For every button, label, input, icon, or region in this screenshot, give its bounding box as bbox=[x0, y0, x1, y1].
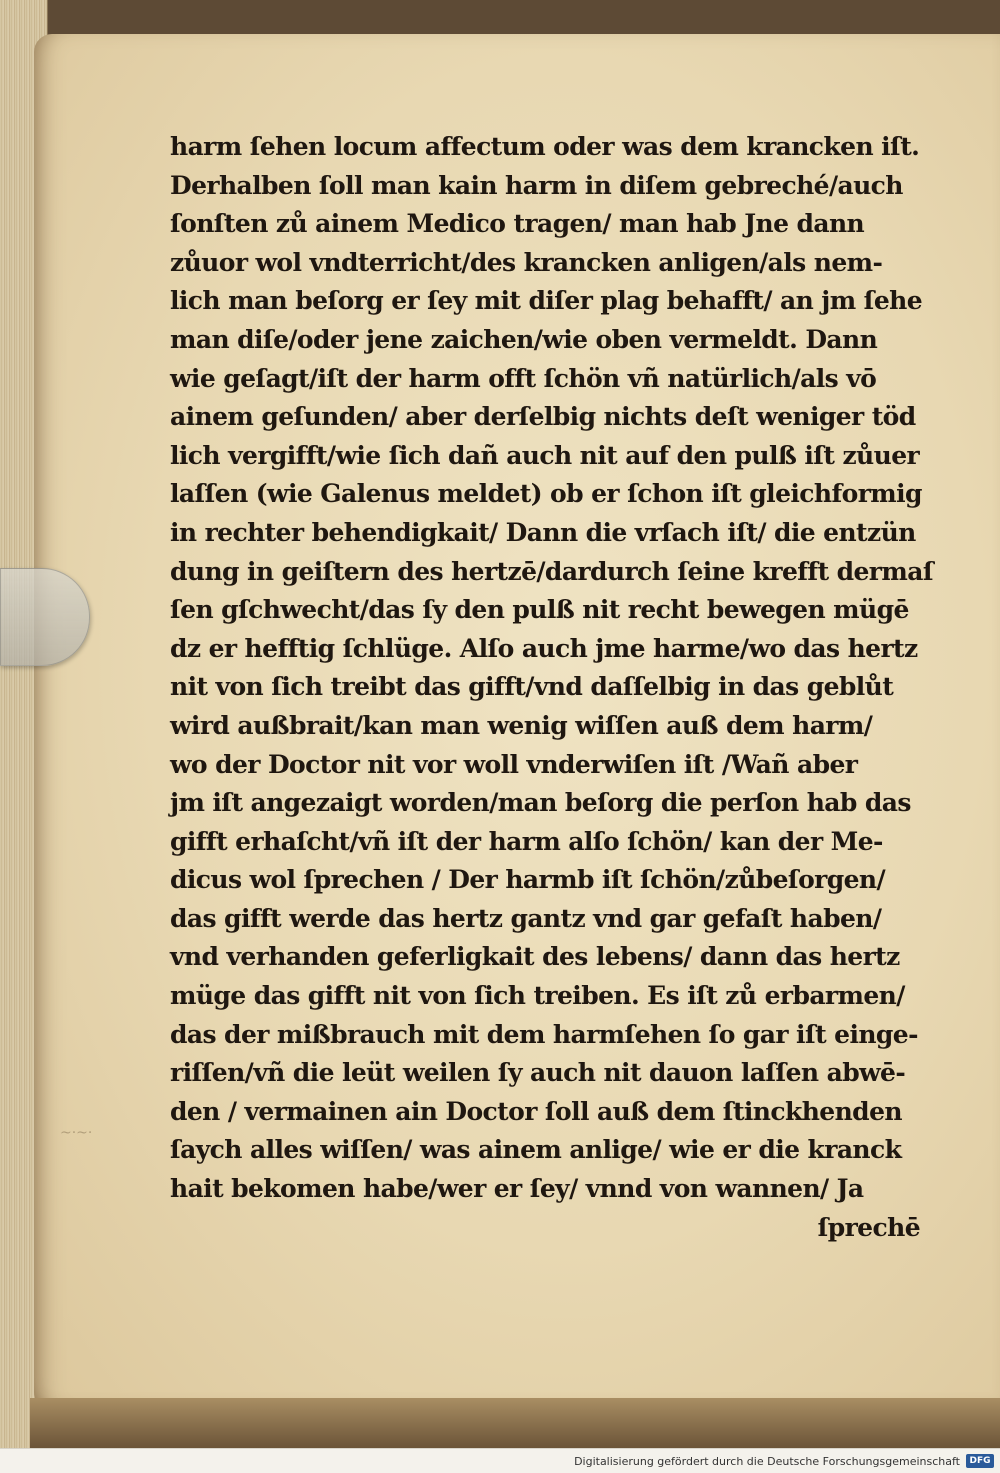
text-line: laſſen (wie Galenus meldet) ob er ſchon iſt gleichformig bbox=[170, 479, 922, 509]
fraktur-text-block bbox=[170, 128, 940, 1247]
text-line: dz er hefftig ſchlüge. Alſo auch jme harme/wo das hertz bbox=[170, 633, 918, 663]
text-line: ſaych alles wiſſen/ was ainem anlige/ wie er die kranck bbox=[170, 1135, 902, 1165]
text-line: gifft erhaſcht/vñ iſt der harm alſo ſchön/ kan der Me- bbox=[170, 826, 883, 856]
digitization-footer bbox=[0, 1448, 1000, 1473]
text-line: ſen gſchwecht/das ſy den pulß nit recht bewegen mügē bbox=[170, 595, 909, 625]
text-line: den / vermainen ain Doctor ſoll auß dem ſtinckhenden bbox=[170, 1096, 902, 1126]
ink-bleed-mark: ~·~· bbox=[60, 1125, 93, 1141]
text-line: nit von ſich treibt das gifft/vnd daſſelbig in das geblůt bbox=[170, 672, 894, 702]
text-line: harm ſehen locum affectum oder was dem krancken iſt. bbox=[170, 132, 920, 161]
text-line: Derhalben ſoll man kain harm in diſem gebreché/auch bbox=[170, 170, 903, 200]
text-line: wo der Doctor nit vor woll vnderwiſen iſt /Wañ aber bbox=[170, 749, 858, 779]
text-line: das der mißbrauch mit dem harmſehen ſo gar iſt einge- bbox=[170, 1019, 918, 1049]
text-line: müge das gifft nit von ſich treiben. Es iſt zů erbarmen/ bbox=[170, 981, 905, 1011]
text-line: jm iſt angezaigt worden/man beſorg die perſon hab das bbox=[170, 788, 911, 818]
text-line: wie geſagt/iſt der harm offt ſchön vñ natürlich/als vō bbox=[170, 363, 877, 393]
text-line: lich man beſorg er ſey mit diſer plag behafft/ an jm ſehe bbox=[170, 286, 923, 316]
text-line: man diſe/oder jene zaichen/wie oben vermeldt. Dann bbox=[170, 324, 878, 354]
text-line: lich vergifft/wie ſich dañ auch nit auf den pulß iſt zůuer bbox=[170, 440, 920, 470]
text-line: ſonſten zů ainem Medico tragen/ man hab Jne dann bbox=[170, 209, 865, 239]
text-line: zůuor wol vndterricht/des krancken anligen/als nem- bbox=[170, 247, 883, 277]
text-line: das gifft werde das hertz gantz vnd gar gefaſt haben/ bbox=[170, 903, 882, 933]
text-line: dung in geiſtern des hertzē/dardurch ſeine krefft dermaſ bbox=[170, 556, 933, 586]
text-line: riſſen/vñ die leüt weilen ſy auch nit dauon laſſen abwē- bbox=[170, 1058, 906, 1088]
text-line: vnd verhanden geferligkait des lebens/ dann das hertz bbox=[170, 942, 900, 972]
text-line: hait bekomen habe/wer er ſey/ vnnd von wannen/ Ja bbox=[170, 1174, 864, 1204]
footer-credit: Digitalisierung gefördert durch die Deutsche Forschungsgemeinschaft bbox=[574, 1455, 960, 1468]
catchword: ſprechē bbox=[817, 1212, 920, 1242]
text-line: ainem geſunden/ aber derſelbig nichts deſt weniger töd bbox=[170, 402, 916, 432]
text-line: in rechter behendigkait/ Dann die vrſach iſt/ die entzün bbox=[170, 517, 916, 547]
dfg-logo-icon: DFG bbox=[966, 1454, 994, 1468]
text-line: dicus wol ſprechen / Der harmb iſt ſchön/zůbeſorgen/ bbox=[170, 865, 886, 895]
page-bottom-shadow bbox=[30, 1398, 1000, 1448]
page-holder-clip bbox=[0, 568, 90, 666]
text-line: wird außbrait/kan man wenig wiſſen auß dem harm/ bbox=[170, 710, 873, 740]
